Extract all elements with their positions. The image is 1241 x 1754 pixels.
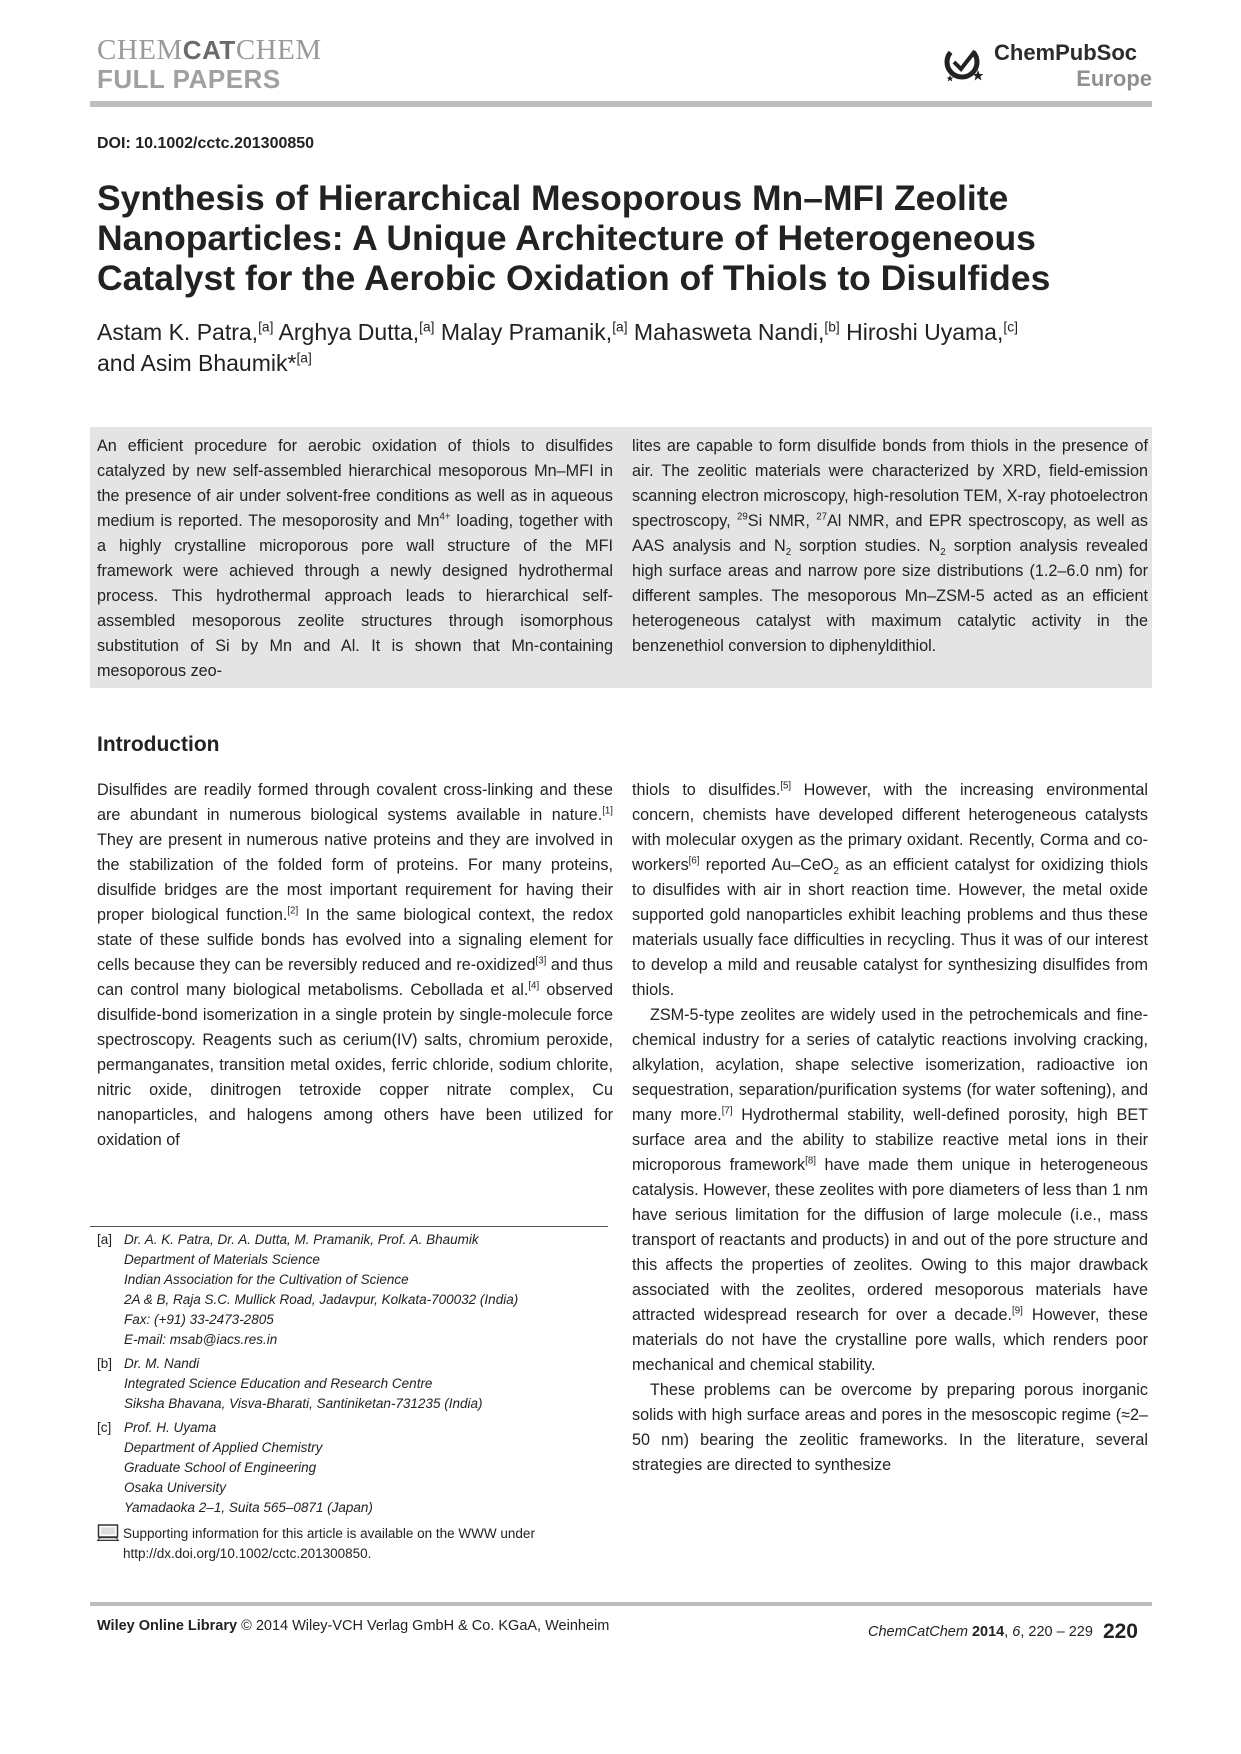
wiley-online-library-link[interactable]: Wiley Online Library [97, 1618, 238, 1634]
citation[interactable]: [2] [287, 905, 299, 917]
citation[interactable]: [8] [805, 1155, 816, 1167]
abstract-left-column: An efficient procedure for aerobic oxidation of thiols to disulfides catalyzed by new self-assembled hierarchical mesoporous Mn–MFI in the presence of air under solvent-free conditions as well as in aqueous medium is reported. The mesoporosity and $Mn^{4+}$ loading, together with a highly crystalline microporous pore wall structure of the MFI framework were achieved through a newly designed hydrothermal process. This hydrothermal approach leads to hierarchical self-assembled mesoporous zeolite structures through isomorphous substitution of Si by Mn and Al. It is shown that Mn-containing mesoporous zeo- [97, 437, 613, 680]
logo-subtitle: Europe [1076, 66, 1152, 91]
paragraph: thiols to disulfides.[5] However, with the increasing environmental concern, chemists have developed different heterogeneous catalysts with molecular oxygen as the primary oxidant. Recently, Corma and co-workers[6] reported Au–CeO$_2$ as an efficient catalyst for oxidizing thiols to disulfides with air in short reaction time. However, the metal oxide supported gold nanoparticles exhibit leaching problems and thus these materials usually face difficulties in recycling. Thus it was of our interest to develop a mild and reusable catalyst for synthesizing disulfides from thiols. [632, 780, 1149, 999]
section-type: FULL PAPERS [97, 64, 281, 94]
logo-title: ChemPubSoc [994, 40, 1138, 65]
citation[interactable]: [3] [535, 955, 547, 967]
author: Hiroshi Uyama,[c] [846, 319, 1018, 345]
article-title: Synthesis of Hierarchical Mesoporous Mn–MFI Zeolite Nanoparticles: A Unique Architecture of Heterogeneous Catalyst for the Aerobic Oxidation of Thiols to Disulfides [97, 178, 1051, 298]
affiliation: [a] Dr. A. K. Patra, Dr. A. Dutta, M. Pramanik, Prof. A. Bhaumik Department of Materials Science Indian Association for the Cultivation of Science 2A & B, Raja S.C. Mullick Road, Jadavpur, Kolkata-700032 (India) Fax: (+91) 33-2473-2805 E-mail: msab@iacs.res.in [97, 1230, 612, 1350]
publisher-logo [942, 38, 1152, 98]
affiliation: [b] Dr. M. Nandi Integrated Science Education and Research Centre Siksha Bhavana, Visva-Bharati, Santiniketan-731235 (India) [97, 1356, 483, 1411]
citation[interactable]: [6] [688, 855, 700, 867]
journal-name: CHEMCATCHEM [97, 34, 322, 66]
author: Mahasweta Nandi,[b] [633, 319, 840, 345]
affiliation: [c] Prof. H. Uyama Department of Applied Chemistry Graduate School of Engineering Osaka University Yamadaoka 2–1, Suita 565–0871 (Japan) [97, 1420, 373, 1515]
intro-right-column [632, 778, 1148, 1478]
paragraph: ZSM-5-type zeolites are widely used in the petrochemicals and fine-chemical industry for a series of catalytic reactions involving cracking, alkylation, acylation, shape selective isomerization, radioactive ion sequestration, separation/purification systems (for water softening), and many more.[7] Hydrothermal stability, well-defined porosity, high BET surface area and the ability to stabilize reactive metal ions in their microporous framework[8] have made them unique in heterogeneous catalysis. However, these zeolites with pore diameters of less than 1 nm have serious limitation for the diffusion of large molecule (i.e., mass transport of reactants and products) in and out of the pore structure and this affects the properties of zeolites. Owing to this major drawback associated with the zeolites, ordered mesoporous materials have attracted widespread research for over a decade.[9] However, these materials do not have the crystalline pore walls, which renders poor mechanical and chemical stability. [632, 1006, 1148, 1374]
citation[interactable]: [1] [602, 805, 613, 817]
doi[interactable]: DOI: 10.1002/cctc.201300850 [97, 135, 315, 152]
email-link[interactable]: E-mail: msab@iacs.res.in [124, 1332, 278, 1347]
citation[interactable]: [7] [721, 1105, 733, 1117]
footnote-rule [90, 1226, 608, 1227]
header-rule [90, 101, 1152, 107]
section-heading: Introduction [97, 733, 220, 756]
author: Arghya Dutta,[a] [278, 319, 435, 345]
footer-copyright: Wiley Online Library © 2014 Wiley-VCH Verlag GmbH & Co. KGaA, Weinheim [97, 1618, 610, 1634]
affiliations [97, 1230, 612, 1564]
abstract-right-column: lites are capable to form disulfide bonds from thiols in the presence of air. The zeolitic materials were characterized by XRD, field-emission scanning electron microscopy, high-resolution TEM, X-ray photoelectron spectroscopy, $^{29}$Si NMR, $^{27}$Al NMR, and EPR spectroscopy, as well as AAS analysis and $N_2$ sorption studies. $N_2$ sorption analysis revealed high surface areas and narrow pore size distributions (1.2–6.0 nm) for different samples. The mesoporous Mn–ZSM-5 acted as an efficient heterogeneous catalyst with maximum catalytic activity in the benzenethiol conversion to diphenyldithiol. [632, 437, 1148, 655]
computer-icon [97, 1524, 123, 1564]
author: Malay Pramanik,[a] [440, 319, 628, 345]
supporting-info[interactable]: Supporting information for this article is available on the WWW under http://dx.doi.org/10.1002/cctc.201300850. [97, 1524, 612, 1564]
footer-citation: ChemCatChem 2014, 6, 220 – 229 220 [868, 1620, 1138, 1643]
publisher-logo-icon [942, 40, 988, 86]
citation[interactable]: [5] [780, 780, 792, 792]
paragraph: Disulfides are readily formed through covalent cross-linking and these are abundant in numerous biological systems available in nature.[1] They are present in numerous native proteins and they are involved in the stabilization of the folded form of proteins. For many proteins, disulfide bridges are the most important requirement for having their proper biological function.[2] In the same biological context, the redox state of these sulfide bonds has evolved into a signaling element for cells because they can be reversibly reduced and re-oxidized[3] and thus can control many biological metabolisms. Cebollada et al.[4] observed disulfide-bond isomerization in a single protein by single-molecule force spectroscopy. Reagents such as cerium(IV) salts, chromium peroxide, permanganates, transition metal oxides, ferric chloride, sodium chlorite, nitric oxide, dinitrogen tetroxide copper nitrate complex, Cu nanoparticles, and halogens among others have been utilized for oxidation of [97, 781, 613, 1149]
page-number: 220 [1102, 1620, 1138, 1643]
footer-rule [90, 1602, 1152, 1606]
paragraph: These problems can be overcome by preparing porous inorganic solids with high surface areas and pores in the mesoscopic regime (≈2–50 nm) bearing the zeolitic frameworks. In the literature, several strategies are directed to synthesize [632, 1381, 1148, 1474]
intro-left-column [97, 778, 613, 1153]
author: Astam K. Patra,[a] [97, 319, 274, 345]
citation[interactable]: [4] [528, 980, 540, 992]
citation[interactable]: [9] [1012, 1305, 1023, 1317]
author: and Asim Bhaumik*[a] [97, 350, 312, 376]
author-list [97, 317, 1157, 379]
